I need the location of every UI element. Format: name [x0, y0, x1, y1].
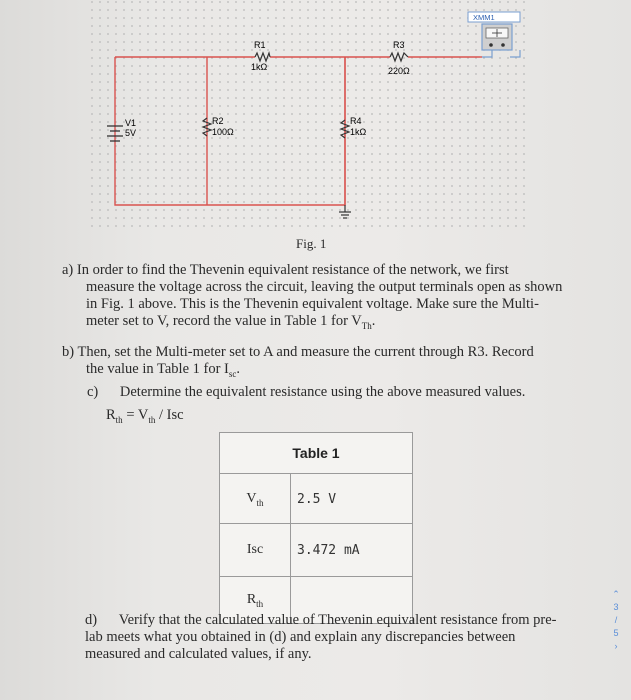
- v1-value: 5V: [125, 128, 137, 138]
- isc-label: Isc: [246, 541, 264, 557]
- table-row: [220, 474, 413, 524]
- part-a-line-3: in Fig. 1 above. This is the Thevenin equivalent voltage. Make sure the Multi-: [86, 296, 539, 312]
- r2-value: 100Ω: [212, 127, 234, 137]
- rth-label-sub: th: [256, 598, 264, 609]
- part-a-line-1: In order to find the Thevenin equivalent resistance of the network, we first: [76, 262, 509, 278]
- table-row: [220, 524, 413, 577]
- page-total: 5: [613, 628, 619, 638]
- value-vth: 2.5 V: [291, 474, 413, 524]
- page-next-chevron-icon[interactable]: ›: [614, 641, 618, 651]
- part-d-marker: d): [85, 612, 98, 628]
- r1-value: 1kΩ: [251, 62, 268, 72]
- table-title: Table 1: [220, 433, 413, 474]
- v1-name: V1: [125, 118, 137, 128]
- part-d-line-1: Verify that the calculated value of Thevenin equivalent resistance from pre-: [118, 612, 557, 628]
- part-b-marker: b): [62, 344, 75, 360]
- multimeter-label: XMM1: [473, 13, 495, 22]
- part-b-line-2-text: the value in Table 1 for I: [86, 361, 229, 377]
- formula-eq: = V: [122, 407, 149, 423]
- part-c-text: Determine the equivalent resistance using the above measured values.: [119, 384, 526, 400]
- vth-label-sub: th: [256, 497, 264, 508]
- formula-tail: / Isc: [155, 407, 184, 423]
- part-d-line-2: lab meets what you obtained in (d) and explain any discrepancies between: [85, 629, 516, 645]
- vth-label: V: [246, 490, 257, 506]
- rth-label: R: [246, 591, 257, 607]
- part-b-line-2: [62, 361, 582, 383]
- part-d-line-3: measured and calculated values, if any.: [85, 646, 312, 662]
- part-a-line-2: measure the voltage across the circuit, leaving the output terminals open as shown: [86, 279, 563, 295]
- results-table: [219, 432, 413, 624]
- figure-caption: Fig. 1: [296, 236, 327, 251]
- part-c-marker: c): [87, 384, 99, 400]
- formula-v-sub: th: [148, 414, 156, 425]
- page-separator: /: [614, 615, 618, 625]
- part-a-marker: a): [62, 262, 74, 278]
- schematic-grid: [90, 0, 530, 228]
- r4-name: R4: [350, 116, 362, 126]
- row-label-isc: [220, 524, 291, 577]
- row-label-vth: [220, 474, 291, 524]
- vth-subscript: Th: [361, 320, 372, 331]
- part-a-line-4: [62, 313, 582, 335]
- part-d-paragraph: [85, 612, 585, 663]
- part-b-line-2-end: .: [236, 361, 240, 377]
- r3-name: R3: [393, 40, 405, 50]
- part-a-line-4-end: .: [371, 313, 376, 329]
- part-b-paragraph: [62, 344, 582, 383]
- rth-formula: [106, 407, 184, 429]
- page-navigator: [609, 588, 623, 653]
- r3-value: 220Ω: [388, 66, 410, 76]
- part-b-line-1: Then, set the Multi-meter set to A and measure the current through R3. Record: [77, 344, 534, 360]
- part-a-line-4-text: meter set to V, record the value in Table 1 for V: [86, 313, 362, 329]
- page-current: 3: [613, 602, 619, 612]
- r1-name: R1: [254, 40, 266, 50]
- value-isc: 3.472 mA: [291, 524, 413, 577]
- part-a-paragraph: [62, 262, 582, 335]
- part-c-paragraph: [87, 384, 587, 401]
- r2-name: R2: [212, 116, 224, 126]
- formula-r-sub: th: [115, 414, 123, 425]
- formula-r: R: [106, 407, 116, 423]
- r4-value: 1kΩ: [350, 127, 367, 137]
- isc-subscript: sc: [228, 368, 237, 379]
- circuit-schematic: [90, 0, 530, 228]
- page-up-chevron-icon[interactable]: ⌃: [612, 589, 620, 599]
